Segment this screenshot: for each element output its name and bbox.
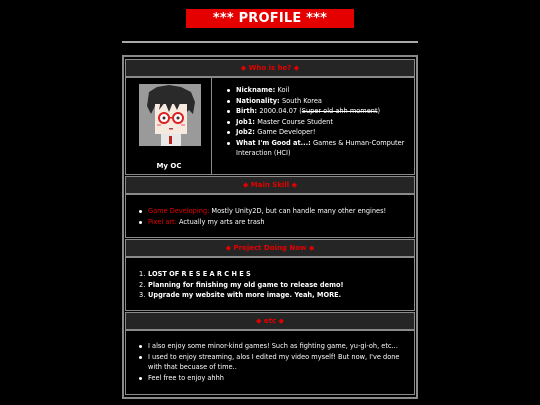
list-item: Game Developing: Mostly Unity2D, but can handle many other engines! [148,206,408,217]
item-value: 2000.04.07 [259,107,298,115]
section-heading-etc: ◆ etc ◆ [125,312,415,330]
section-heading-skill: ◆ Main Skill ◆ [125,176,415,194]
item-value: Game Developer! [257,128,316,136]
skill-value: Actually my arts are trash [179,217,265,226]
list-item: 2. Planning for finishing my old game to release demo! [139,280,344,289]
list-item: Feel free to enjoy ahhh [148,373,408,384]
skill-list [148,206,408,227]
divider [122,41,418,43]
list-item: Job1: Master Course Student [236,117,414,128]
skill-label: Pixel art [148,217,175,226]
list-item: 3. Upgrade my website with more image. Yeah, MORE. [139,291,342,299]
section-etc [125,330,415,395]
struck-text: Super old ahh moment [301,107,378,115]
item-label: Job2 [236,128,253,136]
project-text: LOST OF R E S E A R C H E S [148,270,251,278]
avatar-caption: My OC [156,162,182,170]
list-item: I used to enjoy streaming, alos I edited my video myself! But now, I've done with that becuase of time.. [148,352,408,373]
item-label: Job1 [236,117,253,126]
section-project [125,257,415,311]
pixel-character-icon [139,84,201,146]
list-item: Pixel art: Actually my arts are trash [148,217,408,228]
section-who [125,77,415,175]
list-item: Job2: Game Developer! [236,127,414,138]
list-item: Birth: 2000.04.07 (Super old ahh moment) [236,106,414,117]
etc-list [148,341,408,383]
list-item: I also enjoy some minor-kind games! Such as fighting game, yu-gi-oh, etc... [148,341,408,352]
item-label: Birth [236,107,255,115]
item-value: South Korea [281,96,322,105]
item-value: Koil [277,86,290,94]
avatar [139,84,201,146]
item-label: What I'm Good at... [236,138,309,147]
skill-label: Game Developing [148,207,208,215]
list-item: Nickname: Koil [236,85,414,96]
section-heading-who: ◆ Who is he? ◆ [125,59,415,77]
skill-value: Mostly Unity2D, but can handle many other engines! [211,207,387,215]
item-value: Master Course Student [257,117,333,126]
list-item: What I'm Good at...: Games & Human-Computer Interaction (HCI) [236,138,414,159]
section-heading-project: ◆ Project Doing Now ◆ [125,239,415,257]
project-list [139,269,408,301]
item-value: Games & Human-Computer Interaction (HCI) [236,138,405,157]
item-label: Nationality [236,96,278,105]
project-text: Upgrade my website with more image. Yeah, MORE. [148,291,342,299]
item-label: Nickname [236,86,273,94]
project-text: Planning for finishing my old game to release demo! [148,280,344,289]
profile-panel [122,55,418,399]
profile-list [236,85,414,159]
avatar-column [126,78,212,174]
page-title: *** PROFILE *** [186,9,354,28]
section-skill [125,194,415,238]
list-item: 1. LOST OF R E S E A R C H E S [139,270,251,278]
list-item: Nationality: South Korea [236,96,414,107]
